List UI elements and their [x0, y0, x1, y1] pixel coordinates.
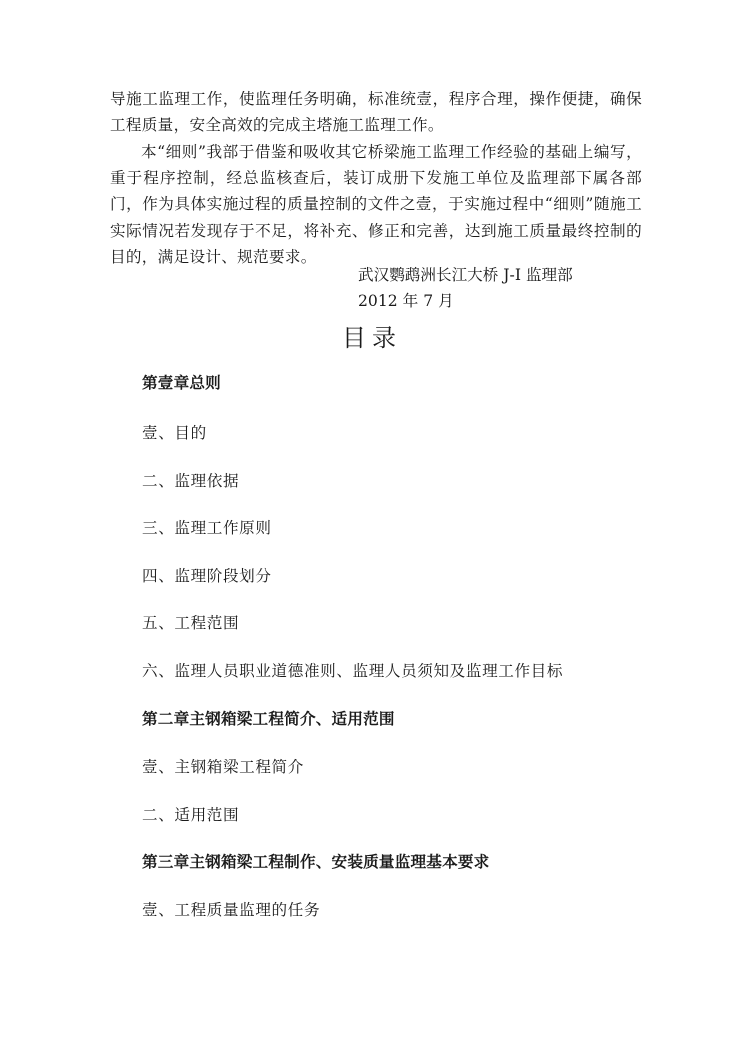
toc-chapter-1[interactable]: 第壹章总则	[142, 374, 221, 392]
toc-item-1-1[interactable]: 壹、目的	[142, 424, 207, 442]
toc-item-1-6[interactable]: 六、监理人员职业道德准则、监理人员须知及监理工作目标	[142, 662, 564, 680]
toc-chapter-2[interactable]: 第二章主钢箱梁工程简介、适用范围	[142, 710, 395, 728]
signature-date: 2012 年 7 月	[358, 292, 454, 310]
toc-item-2-2[interactable]: 二、适用范围	[142, 806, 240, 824]
signature-organization: 武汉鹦鹉洲长江大桥 J-I 监理部	[358, 266, 573, 284]
toc-title: 目录	[342, 324, 402, 352]
toc-item-1-3[interactable]: 三、监理工作原则	[142, 519, 272, 537]
intro-paragraph: 本“细则”我部于借鉴和吸收其它桥梁施工监理工作经验的基础上编写，重于程序控制，经总监核查后，装订成册下发施工单位及监理部下属各部门，作为具体实施过程的质量控制的文件之壹，于实施过程中“细则”随施工实际情况若发现存于不足，将补充、修正和完善，达到施工质量最终控制的目的，满足设计、规范要求。	[110, 143, 642, 266]
toc-item-1-4[interactable]: 四、监理阶段划分	[142, 567, 272, 585]
toc-item-3-1[interactable]: 壹、工程质量监理的任务	[142, 901, 321, 919]
toc-item-2-1[interactable]: 壹、主钢箱梁工程简介	[142, 758, 304, 776]
toc-chapter-3[interactable]: 第三章主钢箱梁工程制作、安装质量监理基本要求	[142, 853, 490, 871]
toc-item-1-5[interactable]: 五、工程范围	[142, 614, 240, 632]
intro-paragraph-continued: 导施工监理工作，使监理任务明确，标准统壹，程序合理，操作便捷，确保工程质量，安全高效的完成主塔施工监理工作。	[110, 90, 642, 135]
toc-item-1-2[interactable]: 二、监理依据	[142, 472, 240, 490]
